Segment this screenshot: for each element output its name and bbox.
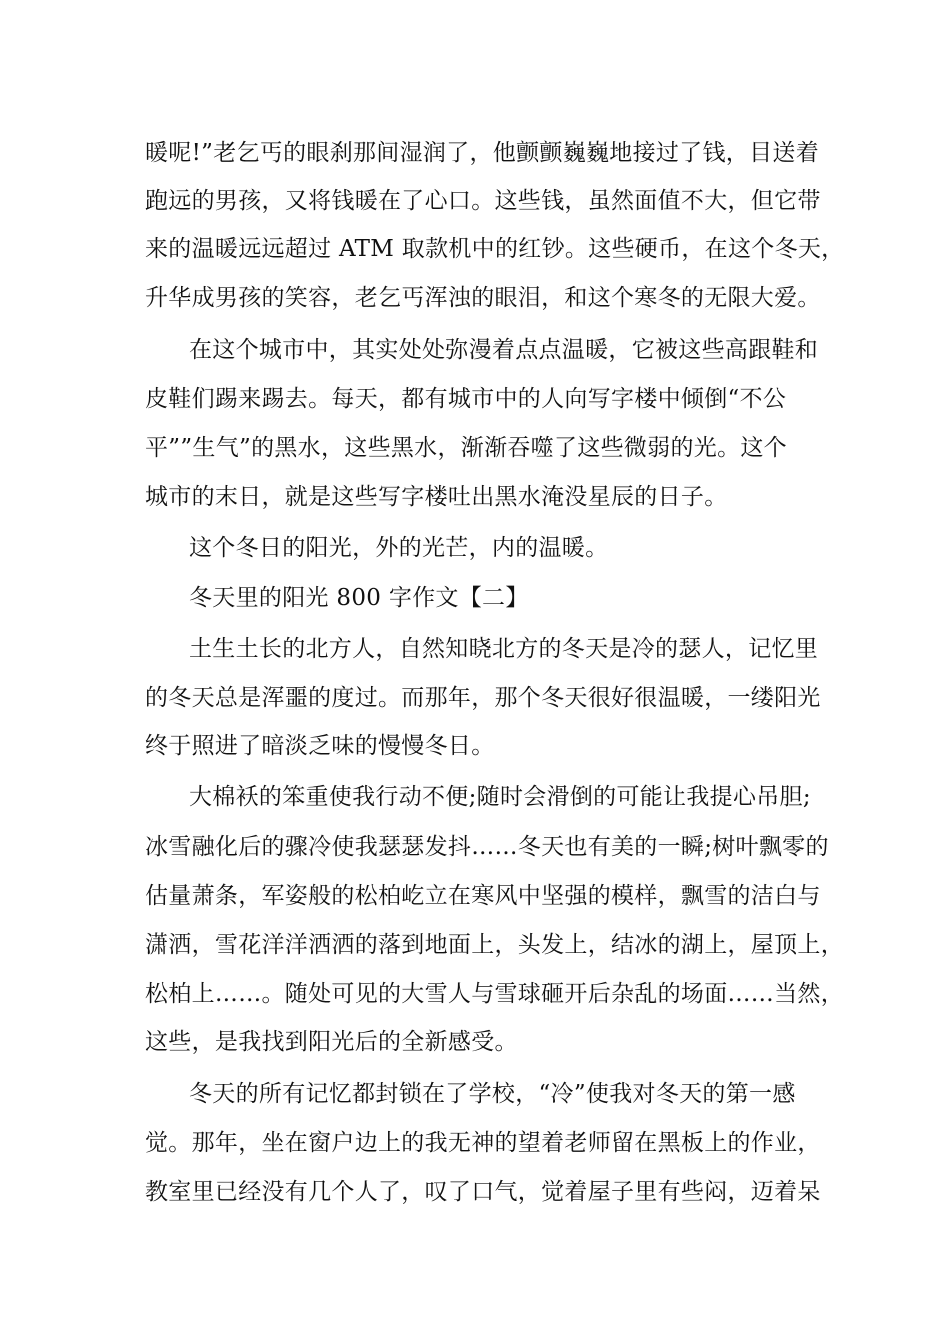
text-line: 松柏上……。随处可见的大雪人与雪球砸开后杂乱的场面……当然， xyxy=(145,981,844,1007)
text-line: 觉。那年，坐在窗户边上的我无神的望着老师留在黑板上的作业， xyxy=(145,1130,821,1156)
text-line: 平””生气”的黑水，这些黑水，渐渐吞噬了这些微弱的光。这个 xyxy=(145,435,787,461)
text-line: 冰雪融化后的骤冷使我瑟瑟发抖……冬天也有美的一瞬;树叶飘零的 xyxy=(145,834,829,860)
text-line: 教室里已经没有几个人了，叹了口气，觉着屋子里有些闷，迈着呆 xyxy=(145,1179,821,1205)
text-line: 城市的末日，就是这些写字楼吐出黑水淹没星辰的日子。 xyxy=(145,484,728,510)
text-line: 潇洒，雪花洋洋洒洒的落到地面上，头发上，结冰的湖上，屋顶上， xyxy=(145,932,844,958)
text-line: 暖呢!”老乞丐的眼刹那间湿润了，他颤颤巍巍地接过了钱，目送着 xyxy=(145,140,820,166)
text-line: 估量萧条，军姿般的松柏屹立在寒风中坚强的模样，飘雪的洁白与 xyxy=(145,883,821,909)
paragraph-first-line: 这个冬日的阳光，外的光芒，内的温暖。 xyxy=(189,535,609,561)
text-line: 升华成男孩的笑容，老乞丐浑浊的眼泪，和这个寒冬的无限大爱。 xyxy=(145,285,821,311)
paragraph-first-line: 大棉袄的笨重使我行动不便;随时会滑倒的可能让我提心吊胆; xyxy=(189,784,811,810)
text-line: 这些，是我找到阳光后的全新感受。 xyxy=(145,1029,518,1055)
text-line: 跑远的男孩，又将钱暖在了心口。这些钱，虽然面值不大，但它带 xyxy=(145,188,821,214)
text-line: 终于照进了暗淡乏味的慢慢冬日。 xyxy=(145,733,495,759)
text-line: 来的温暖远远超过 ATM 取款机中的红钞。这些硬币，在这个冬天， xyxy=(145,236,845,262)
paragraph-first-line: 冬天的所有记忆都封锁在了学校，“冷”使我对冬天的第一感 xyxy=(189,1081,796,1107)
text-line: 的冬天总是浑噩的度过。而那年，那个冬天很好很温暖，一缕阳光 xyxy=(145,685,821,711)
paragraph-first-line: 土生土长的北方人，自然知晓北方的冬天是冷的瑟人，记忆里 xyxy=(189,636,819,662)
text-line: 皮鞋们踢来踢去。每天，都有城市中的人向写字楼中倾倒“不公 xyxy=(145,386,787,412)
paragraph-first-line: 在这个城市中，其实处处弥漫着点点温暖，它被这些高跟鞋和 xyxy=(189,337,819,363)
section-heading: 冬天里的阳光 800 字作文【二】 xyxy=(189,585,529,611)
